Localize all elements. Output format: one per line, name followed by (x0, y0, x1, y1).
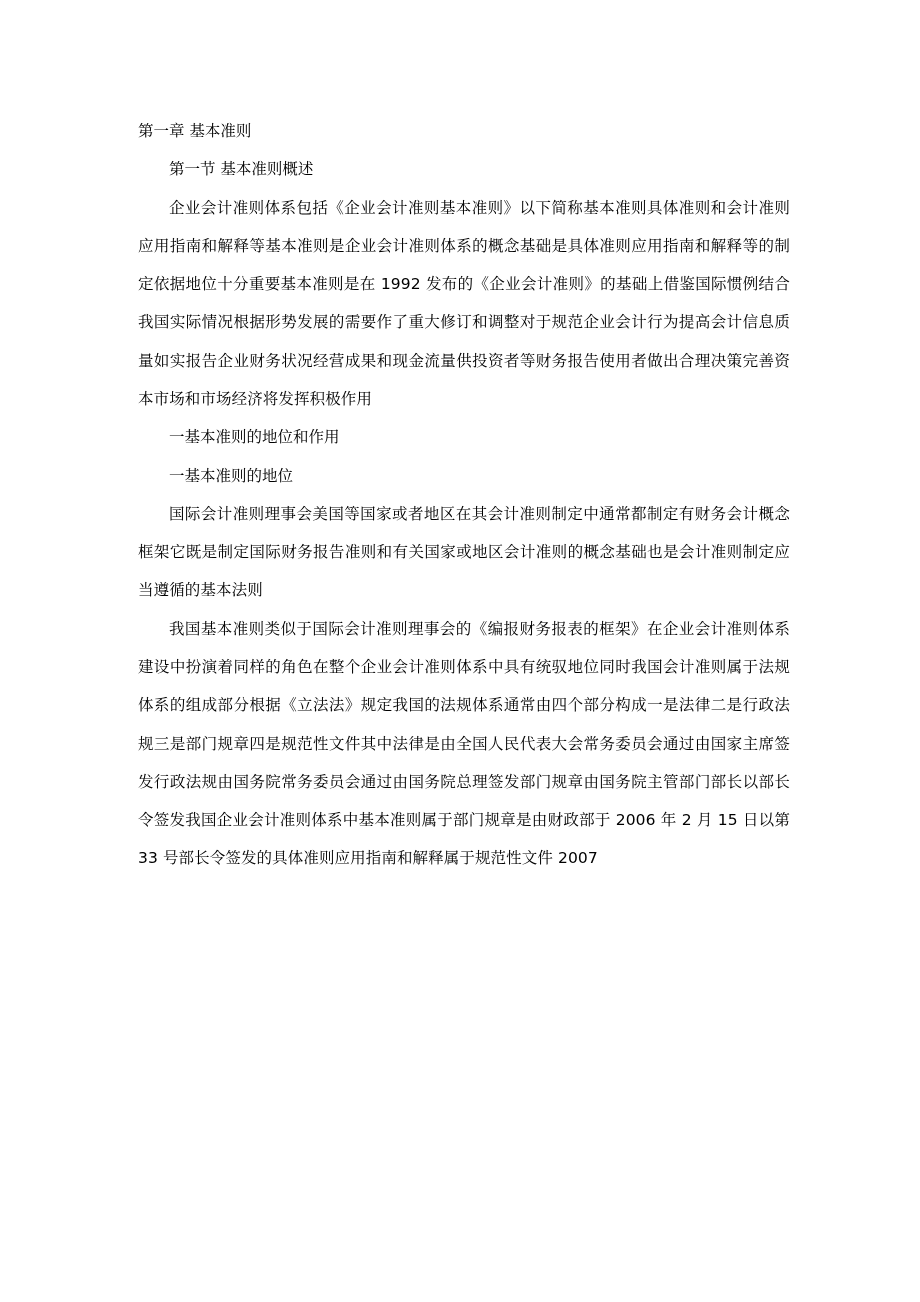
document-body (138, 112, 790, 878)
list-item-position-and-role: 一基本准则的地位和作用 (169, 428, 340, 447)
paragraph-international-framework: 国际会计准则理事会美国等国家或者地区在其会计准则制定中通常都制定有财务会计概念框架它既是制定国际财务报告准则和有关国家或地区会计准则的概念基础也是会计准则制定应当遵循的基本法则 (138, 504, 790, 600)
paragraph-overview: 企业会计准则体系包括《企业会计准则基本准则》以下简称基本准则具体准则和会计准则应用指南和解释等基本准则是企业会计准则体系的概念基础是具体准则应用指南和解释等的制定依据地位十分重要基本准则是在 1992 发布的《企业会计准则》的基础上借鉴国际惯例结合我国实际情况根据形势发展的需要作了重大修订和调整对于规范企业会计行为提高会计信息质量如实报告企业财务状况经营成果和现金流量供投资者等财务报告使用者做出合理决策完善资本市场和市场经济将发挥积极作用 (138, 198, 790, 408)
section-heading: 第一节 基本准则概述 (169, 160, 314, 179)
list-item-position: 一基本准则的地位 (169, 466, 294, 485)
paragraph-china-framework: 我国基本准则类似于国际会计准则理事会的《编报财务报表的框架》在企业会计准则体系建设中扮演着同样的角色在整个企业会计准则体系中具有统驭地位同时我国会计准则属于法规体系的组成部分根据《立法法》规定我国的法规体系通常由四个部分构成一是法律二是行政法规三是部门规章四是规范性文件其中法律是由全国人民代表大会常务委员会通过由国家主席签发行政法规由国务院常务委员会通过由国务院总理签发部门规章由国务院主管部门部长以部长令签发我国企业会计准则体系中基本准则属于部门规章是由财政部于 2006 年 2 月 15 日以第 33 号部长令签发的具体准则应用指南和解释属于规范性文件 2007 (138, 619, 790, 868)
chapter-heading: 第一章 基本准则 (138, 122, 252, 140)
